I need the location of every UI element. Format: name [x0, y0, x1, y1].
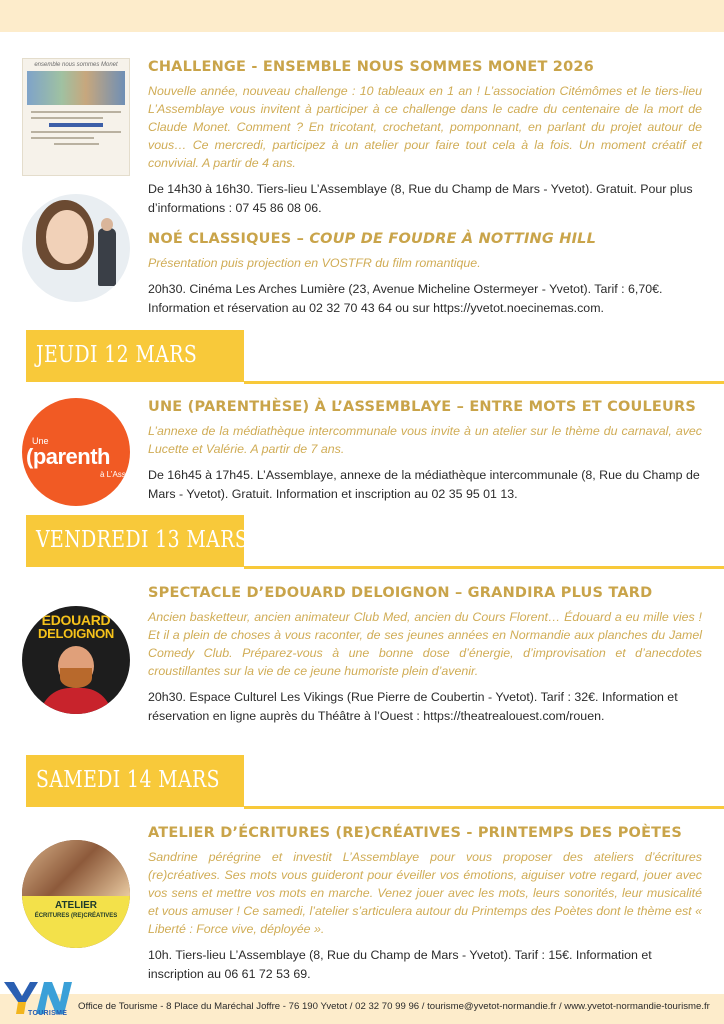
deloignon-poster-thumbnail — [22, 606, 130, 714]
day-label: SAMEDI 14 MARS — [36, 767, 220, 793]
event-title-main: NOÉ CLASSIQUES – — [148, 231, 310, 247]
parenthese-logo-main: (parenth — [26, 444, 110, 469]
day-banner-samedi — [26, 755, 724, 809]
poster-title-line1: ATELIER — [54, 900, 98, 911]
movie-portrait-thumbnail — [22, 194, 130, 302]
portrait-face — [46, 210, 88, 264]
poster-painting — [27, 71, 125, 105]
monet-poster-thumbnail — [22, 58, 130, 176]
poster-shirt — [40, 688, 112, 714]
event-description: Nouvelle année, nouveau challenge : 10 tableaux en 1 an ! L’association Citémômes et le tiers-lieu L’Assemblaye vous invitent à participer à ce challenge dans le cadre du centenaire de la mort de Claude Monet. Comment ? En tricotant, crochetant, pomponnant, en parlant du projet autour de vous… Ce mercredi, participez à un atelier pour faire tout cela à la fois. Un moment créatif et convivial. A partir de 4 ans. — [148, 84, 702, 170]
poster-photo — [22, 840, 130, 896]
event-title: UNE (PARENTHÈSE) À L’ASSEMBLAYE – ENTRE MOTS ET COULEURS — [148, 399, 697, 415]
event-deloignon — [22, 584, 702, 744]
event-title-film: COUP DE FOUDRE À NOTTING HILL — [309, 231, 597, 247]
event-description: Présentation puis projection en VOSTFR du film romantique. — [148, 256, 481, 270]
event-body — [148, 824, 702, 984]
event-title: ATELIER D’ÉCRITURES (RE)CRÉATIVES - PRINTEMPS DES POÈTES — [148, 825, 683, 841]
portrait-figure-head — [101, 218, 113, 231]
event-title: SPECTACLE D’EDOUARD DELOIGNON – GRANDIRA PLUS TARD — [148, 585, 653, 601]
event-info: De 14h30 à 16h30. Tiers-lieu L’Assemblaye (8, Rue du Champ de Mars - Yvetot). Gratuit. Pour plus d’informations : 07 45 86 08 06. — [148, 182, 693, 215]
event-title — [148, 230, 702, 248]
event-body — [148, 230, 702, 318]
event-info: De 16h45 à 17h45. L’Assemblaye, annexe de la médiathèque intercommunale (8, Rue du Champ de Mars - Yvetot). Gratuit. Information et inscription au 02 35 95 01 13. — [148, 468, 700, 501]
event-body — [148, 398, 702, 504]
day-banner-underline — [244, 566, 724, 569]
event-description: Sandrine pérégrine et investit L’Assemblaye pour vous proposer des ateliers d’écritures (re)créatives. Ses mots vous guideront pour éveiller vos émotions, aiguiser votre regard, jouer avec vos sens et mettre vos mots en marche. Venez jouer avec les mots, leurs sonorités, leur musicalité et vous amuser ! Ce samedi, l’atelier s’articulera autour du Printemps des Poètes dont le thème est « Liberté : Force vive, déployée ». — [148, 850, 702, 936]
event-title: CHALLENGE - ENSEMBLE NOUS SOMMES MONET 2026 — [148, 59, 594, 75]
day-banner-vendredi — [26, 515, 724, 569]
poster-title-line2: ÉCRITURES (RE)CRÉATIVES — [34, 913, 118, 919]
parenthese-logo-sub: à L’Ass — [100, 470, 126, 479]
event-info: 20h30. Espace Culturel Les Vikings (Rue Pierre de Coubertin - Yvetot). Tarif : 32€. Information et réservation en ligne auprès du Théâtre à l’Ouest : https://theatrealouest.com/rouen. — [148, 690, 678, 723]
day-banner-underline — [244, 806, 724, 809]
poster-name-line1: EDOUARD — [41, 612, 111, 628]
poster-heading: ensemble nous sommes Monet — [34, 62, 118, 68]
poster-beard — [60, 668, 92, 688]
parenthese-logo — [22, 398, 130, 506]
event-atelier-ecritures — [22, 824, 702, 984]
day-label: VENDREDI 13 MARS — [36, 527, 249, 553]
event-info: 10h. Tiers-lieu L’Assemblaye (8, Rue du Champ de Mars - Yvetot). Tarif : 15€. Information et inscription au 06 61 72 53 69. — [148, 948, 652, 981]
event-noe-classiques — [22, 194, 702, 324]
top-band — [0, 0, 724, 32]
parenthese-logo-small: Une — [32, 436, 49, 446]
event-parenthese — [22, 398, 702, 508]
day-banner-jeudi — [26, 330, 724, 384]
event-description: L’annexe de la médiathèque intercommunale vous invite à un atelier sur le thème du carnaval, avec Lucette et Valérie. A partir de 7 ans. — [148, 424, 702, 456]
event-description: Ancien basketteur, ancien animateur Club Med, ancien du Cours Florent… Édouard a eu mille vies ! Et il a plein de choses à vous raconter, de ses jeunes années en Normandie aux planches du Jamel Comedy Club. Préparez-vous à une bonne dose d’énergie, d’improvisation et d’anecdotes croustillantes sur la vie de ce jeune humoriste plein d’avenir. — [148, 610, 702, 678]
footer-contact: Office de Tourisme - 8 Place du Maréchal Joffre - 76 190 Yvetot / 02 32 70 99 96 / tourisme@yvetot-normandie.fr / www.yvetot-normandie-tourisme.fr — [78, 1001, 710, 1012]
poster-name-line2: DELOIGNON — [37, 626, 115, 641]
atelier-poster-thumbnail — [22, 840, 130, 948]
event-info: 20h30. Cinéma Les Arches Lumière (23, Avenue Micheline Ostermeyer - Yvetot). Tarif : 6,70€. Information et réservation au 02 32 70 43 64 ou sur https://yvetot.noecinemas.com. — [148, 282, 663, 315]
portrait-figure — [98, 228, 116, 286]
logo-label: TOURISME — [28, 1010, 68, 1017]
day-banner-underline — [244, 381, 724, 384]
day-label: JEUDI 12 MARS — [36, 342, 198, 368]
event-body — [148, 584, 702, 726]
poster-text-lines — [31, 111, 121, 145]
